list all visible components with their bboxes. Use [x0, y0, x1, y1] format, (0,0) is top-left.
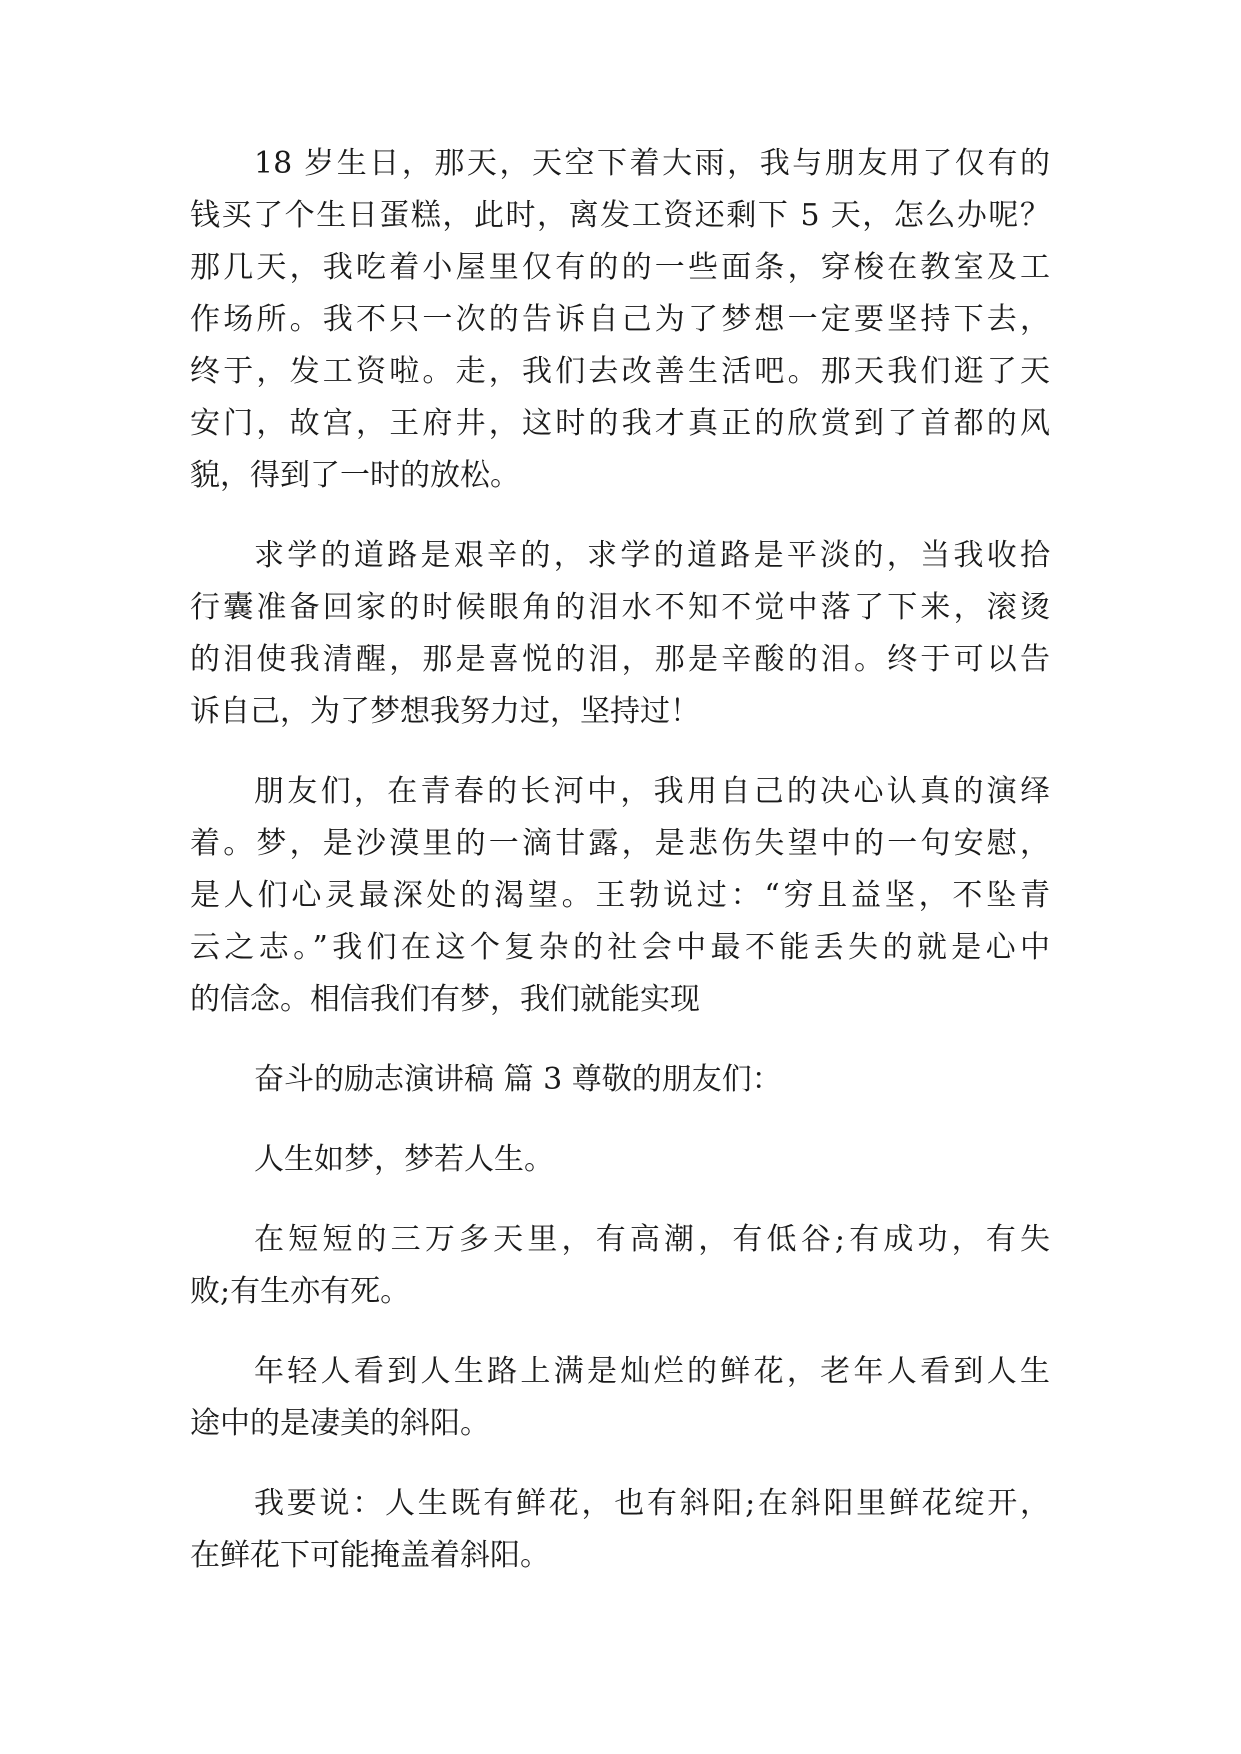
text-line: 求学的道路是艰辛的，求学的道路是平淡的，当我收拾 [254, 538, 1050, 573]
text-line: 安门，故宫，王府井，这时的我才真正的欣赏到了首都的风 [190, 406, 1050, 441]
text-line: 那几天，我吃着小屋里仅有的的一些面条，穿梭在教室及工 [190, 250, 1050, 285]
text-line: 是人们心灵最深处的渴望。王勃说过：“穷且益坚，不坠青 [190, 878, 1050, 913]
text-line: 钱买了个生日蛋糕，此时，离发工资还剩下 5 天，怎么办呢？ [190, 198, 1050, 233]
text-line: 在鲜花下可能掩盖着斜阳。 [190, 1538, 550, 1573]
text-line: 朋友们，在青春的长河中，我用自己的决心认真的演绎 [254, 774, 1050, 809]
text-line: 在短短的三万多天里，有高潮，有低谷;有成功，有失 [254, 1222, 1050, 1257]
text-line: 终于，发工资啦。走，我们去改善生活吧。那天我们逛了天 [190, 354, 1050, 389]
text-line: 途中的是凄美的斜阳。 [190, 1406, 490, 1441]
text-line: 人生如梦，梦若人生。 [254, 1142, 554, 1177]
text-line: 的泪使我清醒，那是喜悦的泪，那是辛酸的泪。终于可以告 [190, 642, 1050, 677]
text-line: 着。梦，是沙漠里的一滴甘露，是悲伤失望中的一句安慰， [190, 826, 1050, 861]
text-line: 作场所。我不只一次的告诉自己为了梦想一定要坚持下去， [190, 302, 1050, 337]
text-line: 我要说：人生既有鲜花，也有斜阳;在斜阳里鲜花绽开， [254, 1486, 1050, 1521]
text-line: 云之志。”我们在这个复杂的社会中最不能丢失的就是心中 [190, 930, 1050, 965]
text-line: 貌，得到了一时的放松。 [190, 458, 520, 493]
text-line: 的信念。相信我们有梦，我们就能实现 [190, 982, 700, 1017]
text-line: 诉自己，为了梦想我努力过，坚持过！ [190, 694, 700, 729]
text-line: 行囊准备回家的时候眼角的泪水不知不觉中落了下来，滚烫 [190, 590, 1050, 625]
text-line: 败;有生亦有死。 [190, 1274, 411, 1309]
text-line: 年轻人看到人生路上满是灿烂的鲜花，老年人看到人生 [254, 1354, 1050, 1389]
section-heading: 奋斗的励志演讲稿 篇 3 尊敬的朋友们： [254, 1062, 782, 1097]
text-line: 18 岁生日，那天，天空下着大雨，我与朋友用了仅有的 [254, 146, 1050, 181]
